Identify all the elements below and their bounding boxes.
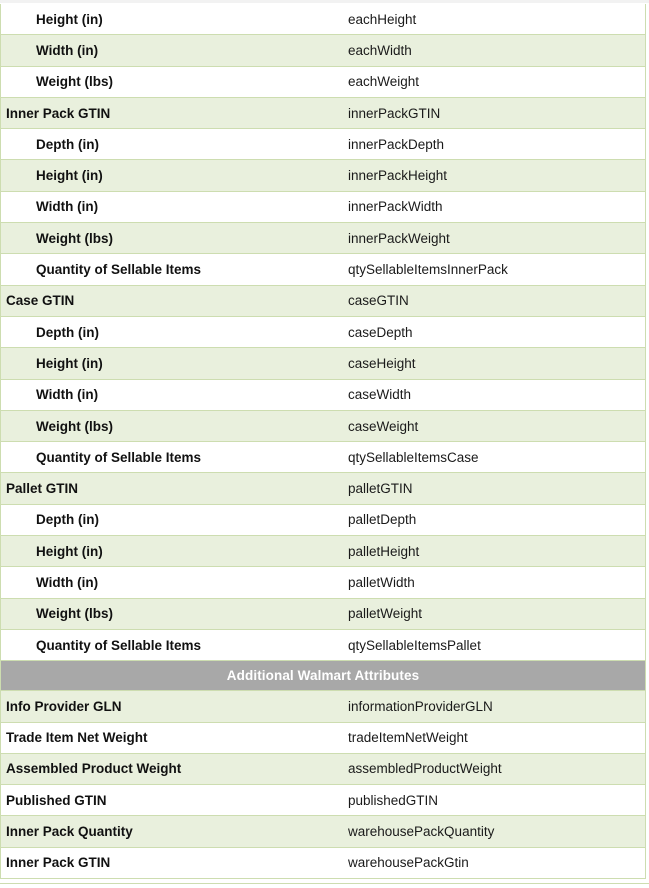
table-bottom-rule: [0, 879, 649, 884]
table-row: [1, 630, 645, 661]
attribute-label: Height (in): [36, 543, 103, 559]
attribute-value: innerPackWidth: [348, 199, 443, 215]
table-row: [1, 785, 645, 816]
table-body: [0, 4, 646, 879]
section-header-additional-walmart-attributes: Additional Walmart Attributes: [1, 661, 645, 691]
attribute-label: Weight (lbs): [36, 230, 113, 246]
attribute-value: publishedGTIN: [348, 792, 439, 808]
table-row: [1, 348, 645, 379]
attribute-label: Width (in): [36, 387, 99, 403]
table-row: [1, 160, 645, 191]
table-row: [1, 599, 645, 630]
table-row: [1, 723, 645, 754]
table-row: [1, 816, 645, 847]
attribute-value: caseGTIN: [348, 293, 409, 309]
attribute-value: qtySellableItemsInnerPack: [348, 262, 508, 278]
attribute-value: tradeItemNetWeight: [348, 730, 468, 746]
attribute-value: innerPackWeight: [348, 230, 450, 246]
attribute-label: Pallet GTIN: [6, 481, 79, 497]
attribute-label: Height (in): [36, 11, 103, 27]
table-row: [1, 192, 645, 223]
packaging-hierarchy-rows: [1, 4, 645, 661]
table-row: [1, 754, 645, 785]
attribute-label: Width (in): [36, 574, 99, 590]
table-row: [1, 317, 645, 348]
attribute-value: palletWeight: [348, 606, 423, 622]
table-row: [1, 442, 645, 473]
attribute-value: palletGTIN: [348, 481, 413, 497]
attribute-label: Depth (in): [36, 136, 99, 152]
table-row: [1, 223, 645, 254]
attribute-value: caseHeight: [348, 355, 416, 371]
attribute-value: palletDepth: [348, 512, 417, 528]
attribute-label: Weight (lbs): [36, 74, 113, 90]
attribute-value: eachHeight: [348, 11, 417, 27]
attribute-label: Quantity of Sellable Items: [36, 449, 202, 465]
attribute-value: innerPackGTIN: [348, 105, 441, 121]
attribute-label: Height (in): [36, 355, 103, 371]
table-row: [1, 505, 645, 536]
attribute-label: Inner Pack GTIN: [6, 855, 111, 871]
attribute-value: eachWidth: [348, 42, 412, 58]
table-row: [1, 411, 645, 442]
attribute-value: caseWeight: [348, 418, 419, 434]
attribute-label: Quantity of Sellable Items: [36, 637, 202, 653]
attribute-label: Inner Pack Quantity: [6, 824, 133, 840]
attribute-value: caseWidth: [348, 387, 412, 403]
attribute-label: Width (in): [36, 199, 99, 215]
attribute-value: qtySellableItemsPallet: [348, 637, 481, 653]
attribute-value: palletWidth: [348, 574, 415, 590]
table-row: [1, 536, 645, 567]
attribute-value: caseDepth: [348, 324, 413, 340]
table-row: [1, 67, 645, 98]
attribute-label: Published GTIN: [6, 792, 107, 808]
table-row: [1, 4, 645, 35]
table-row: [1, 691, 645, 722]
attribute-label: Trade Item Net Weight: [6, 730, 148, 746]
table-row: [1, 286, 645, 317]
attribute-value: assembledProductWeight: [348, 761, 502, 777]
attribute-label: Assembled Product Weight: [6, 761, 182, 777]
attribute-label: Weight (lbs): [36, 418, 113, 434]
table-row: [1, 98, 645, 129]
attribute-label: Depth (in): [36, 324, 99, 340]
attribute-label: Height (in): [36, 168, 103, 184]
table-row: [1, 473, 645, 504]
table-row: [1, 380, 645, 411]
attribute-value: informationProviderGLN: [348, 698, 493, 714]
table-row: [1, 567, 645, 598]
attribute-value: warehousePackGtin: [348, 855, 469, 871]
attribute-value: warehousePackQuantity: [348, 824, 495, 840]
attribute-value: palletHeight: [348, 543, 420, 559]
attribute-value: innerPackDepth: [348, 136, 445, 152]
table-row: [1, 129, 645, 160]
attribute-label: Quantity of Sellable Items: [36, 262, 202, 278]
additional-walmart-attribute-rows: [1, 691, 645, 879]
attribute-label: Info Provider GLN: [6, 698, 122, 714]
attribute-label: Inner Pack GTIN: [6, 105, 111, 121]
table-row: [1, 35, 645, 66]
attribute-label: Case GTIN: [6, 293, 75, 309]
attribute-label: Weight (lbs): [36, 606, 113, 622]
table-row: [1, 254, 645, 285]
attribute-value: qtySellableItemsCase: [348, 449, 479, 465]
attribute-value: eachWeight: [348, 74, 420, 90]
table-row: [1, 848, 645, 879]
attribute-label: Width (in): [36, 42, 99, 58]
attribute-label: Depth (in): [36, 512, 99, 528]
attribute-value: innerPackHeight: [348, 168, 448, 184]
